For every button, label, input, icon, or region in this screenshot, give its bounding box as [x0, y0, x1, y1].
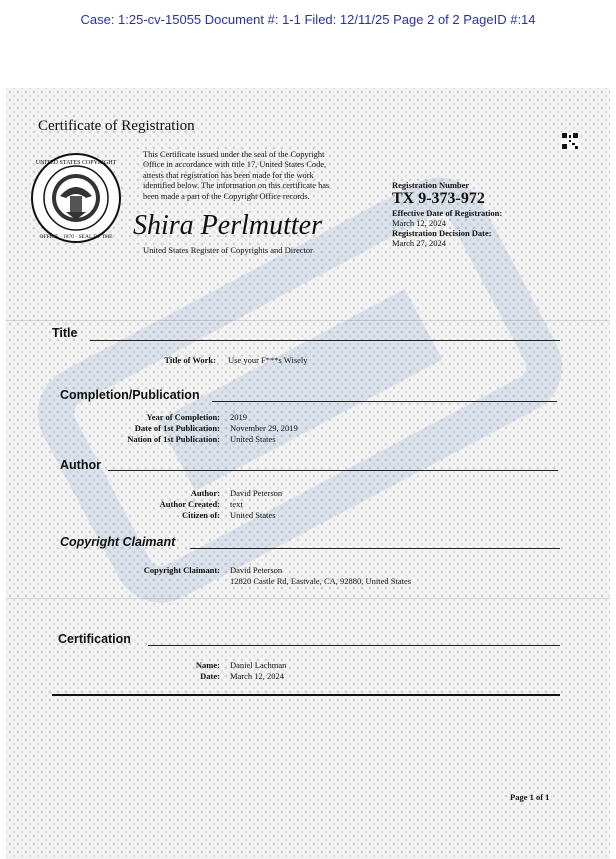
certificate-statement: [143, 150, 363, 202]
copyright-office-seal-icon: [30, 152, 122, 244]
author-created: text: [230, 499, 243, 509]
decision-date: March 27, 2024: [392, 238, 447, 248]
section-rule: [190, 548, 560, 549]
fold-line: [6, 598, 610, 599]
fold-line: [6, 320, 610, 321]
section-claimant-heading: Copyright Claimant: [60, 535, 176, 549]
certification-name-label: Name:: [195, 660, 220, 670]
nation-of-publication: United States: [230, 434, 276, 444]
registration-info: [392, 180, 502, 248]
signature-text: Shira Perlmutter: [133, 210, 322, 241]
registration-number-label: Registration Number: [392, 180, 470, 190]
certification-date: March 12, 2024: [230, 671, 285, 681]
section-rule: [212, 401, 557, 402]
section-author-heading: Author: [60, 458, 101, 472]
seal-text-top: UNITED STATES COPYRIGHT: [35, 160, 117, 166]
claimant-name: David Peterson: [230, 565, 283, 575]
section-rule: [90, 340, 560, 341]
first-publication-label: Date of 1st Publication:: [134, 423, 220, 433]
decision-date-label: Registration Decision Date:: [392, 228, 492, 238]
closing-rule: [52, 694, 560, 696]
statement-line: Office in accordance with title 17, United States Code,: [143, 160, 327, 170]
certification-date-label: Date:: [200, 671, 220, 681]
first-publication-date: November 29, 2019: [230, 423, 298, 433]
seal-text-bottom: OFFICE · 1870 · SEAL OF THE: [39, 234, 113, 240]
statement-line: been made a part of the Copyright Office records.: [143, 191, 310, 201]
section-rule: [108, 470, 558, 471]
section-completion-heading: Completion/Publication: [60, 388, 200, 402]
statement-line: This Certificate issued under the seal of the Copyright: [143, 150, 325, 159]
claimant-address: 12820 Castle Rd, Eastvale, CA, 92880, United States: [230, 576, 412, 586]
year-of-completion-label: Year of Completion:: [146, 412, 220, 422]
certificate-title: Certificate of Registration: [38, 118, 195, 134]
effective-date-label: Effective Date of Registration:: [392, 208, 503, 218]
citizen-of-label: Citizen of:: [181, 510, 220, 520]
qr-code-icon: [561, 132, 579, 150]
register-signature: [133, 196, 333, 246]
effective-date: March 12, 2024: [392, 218, 447, 228]
year-of-completion: 2019: [230, 412, 247, 422]
statement-line: attests that registration has been made for the work: [143, 170, 314, 180]
author-label: Author:: [190, 488, 220, 498]
statement-line: identified below. The information on this certificate has: [143, 181, 330, 191]
nation-of-publication-label: Nation of 1st Publication:: [127, 434, 220, 444]
title-of-work: Use your F***s Wisely: [228, 355, 308, 365]
author-name: David Peterson: [230, 488, 283, 498]
certification-name: Daniel Lachman: [230, 660, 287, 670]
copyright-claimant-label: Copyright Claimant:: [143, 565, 220, 575]
page-number: Page 1 of 1: [510, 792, 550, 802]
registration-number: TX 9-373-972: [392, 190, 485, 207]
signature-label: United States Register of Copyrights and Director: [143, 245, 313, 255]
section-certification-heading: Certification: [58, 632, 131, 646]
title-of-work-label: Title of Work:: [164, 355, 216, 365]
citizen-of: United States: [230, 510, 276, 520]
section-rule: [148, 645, 560, 646]
case-header: Case: 1:25-cv-15055 Document #: 1-1 Filed: 12/11/25 Page 2 of 2 PageID #:14: [80, 12, 536, 27]
author-created-label: Author Created:: [159, 499, 220, 509]
section-title-heading: Title: [52, 326, 78, 340]
